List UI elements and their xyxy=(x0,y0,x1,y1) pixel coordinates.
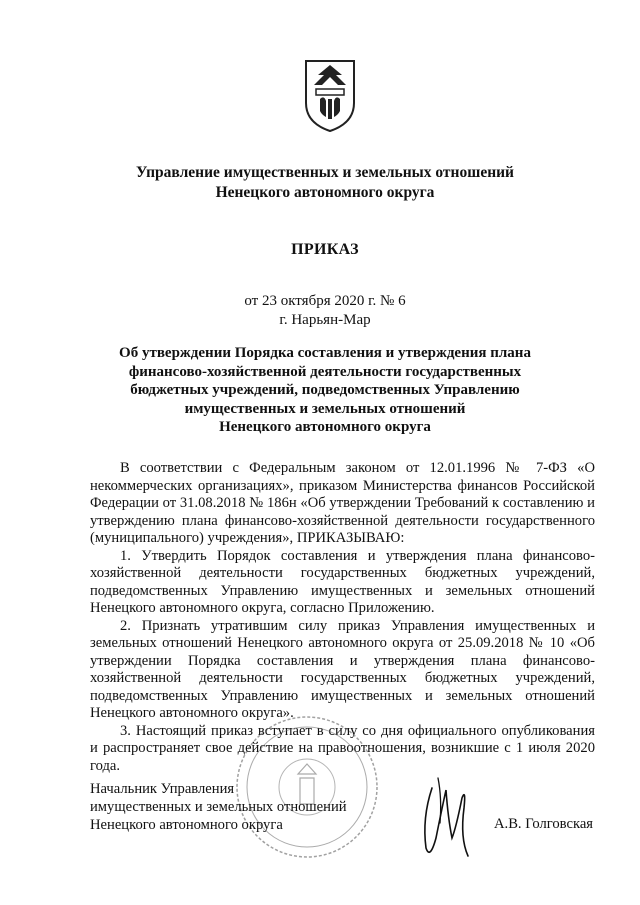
handwritten-signature xyxy=(412,768,482,863)
position-line-3: Ненецкого автономного округа xyxy=(90,817,283,833)
title-line-3: бюджетных учреждений, подведомственных Управлению xyxy=(130,382,520,398)
document-type: ПРИКАЗ xyxy=(291,241,359,258)
coat-of-arms-emblem xyxy=(300,55,360,135)
signer-name: А.В. Голговская xyxy=(494,816,594,832)
document-date-number: от 23 октября 2020 г. № 6 xyxy=(244,293,406,309)
document-date-block xyxy=(60,292,590,330)
signature-block xyxy=(90,780,347,834)
document-title xyxy=(60,344,590,437)
title-line-2: финансово-хозяйственной деятельности государственных xyxy=(128,363,522,380)
position-line-1: Начальник Управления xyxy=(90,781,235,797)
org-line-2: Ненецкого автономного округа xyxy=(215,184,435,201)
order-item-2: 2. Признать утратившим силу приказ Управления имущественных и земельных отношений Ненецкого автономного округа от 25.09.2018 № 10 «Об утверждении Порядка составления и утверждения плана финансово-хозяйственной деятельности государственных бюджетных учреждений, подведомственных Управлению имущественных и земельных отношений Ненецкого автономного округа». xyxy=(90,617,595,721)
title-line-5: Ненецкого автономного округа xyxy=(219,419,431,435)
position-line-2: имущественных и земельных отношений xyxy=(90,799,347,815)
title-line-1: Об утверждении Порядка составления и утверждения плана xyxy=(119,345,531,361)
title-line-4: имущественных и земельных отношений xyxy=(184,400,466,417)
document-place: г. Нарьян-Мар xyxy=(279,312,371,328)
order-item-1: 1. Утвердить Порядок составления и утверждения плана финансово-хозяйственной деятельности государственных бюджетных учреждений, подведомственных Управлению имущественных и земельных отношений Ненецкого автономного округа, согласно Приложению. xyxy=(90,547,595,616)
organization-name xyxy=(60,163,590,203)
org-line-1: Управление имущественных и земельных отношений xyxy=(136,164,514,181)
preamble-paragraph: В соответствии с Федеральным законом от 12.01.1996 № 7-ФЗ «О некоммерческих организациях», приказом Министерства финансов Российской Федерации от 31.08.2018 № 186н «Об утверждении Требований к составлению и утверждению плана финансово-хозяйственной деятельности государственного (муниципального) учреждения», ПРИКАЗЫВАЮ: xyxy=(90,460,595,546)
order-item-3: 3. Настоящий приказ вступает в силу со дня официального опубликования и распространяет свое действие на правоотношения, возникшие с 1 июля 2020 года. xyxy=(90,722,595,774)
